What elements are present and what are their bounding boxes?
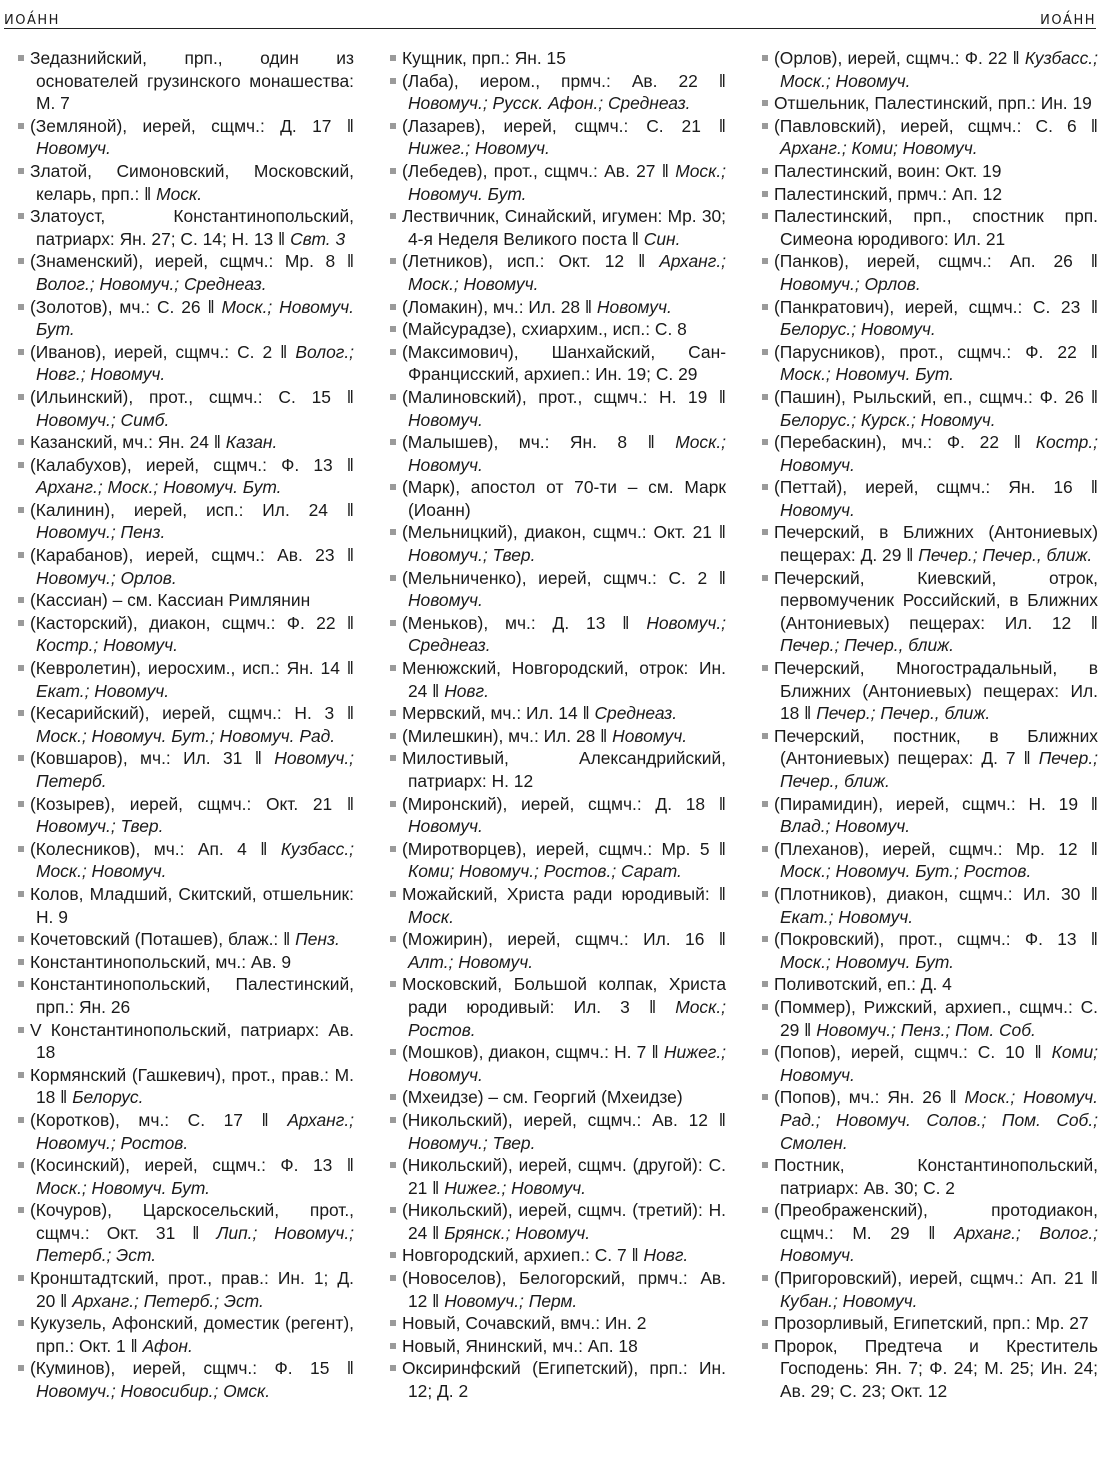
entry-text: Постник, Константинопольский, патриарх: Ав. 30; С. 2 xyxy=(774,1155,1098,1198)
entry-text: (Никольский), иерей, сщмч.: Ав. 12 ‖ xyxy=(402,1109,726,1130)
index-entry xyxy=(748,115,1098,160)
entry-references: Новомуч.; Перм. xyxy=(444,1290,578,1311)
entry-text: (Орлов), иерей, сщмч.: Ф. 22 ‖ xyxy=(774,48,1020,68)
entry-references: Екат.; Новомуч. xyxy=(36,680,170,701)
index-entry xyxy=(4,928,354,951)
index-entry xyxy=(4,1109,354,1154)
entry-references: Коми; Новомуч. xyxy=(780,1042,1098,1085)
entry-text: Колов, Младший, Скитский, отшельник: Н. 9 xyxy=(30,883,354,927)
entry-references: Белорус.; Новомуч. xyxy=(780,319,936,340)
index-entry xyxy=(748,1154,1098,1199)
index-entry xyxy=(376,318,726,341)
index-entry xyxy=(376,973,726,1041)
index-entry xyxy=(748,47,1098,92)
index-entry xyxy=(748,996,1098,1041)
entry-text: (Козырев), иерей, сщмч.: Окт. 21 ‖ xyxy=(30,793,354,814)
entry-references: Печер.; Печер., ближ. xyxy=(780,748,1098,791)
index-entry xyxy=(376,1041,726,1086)
index-entry xyxy=(748,476,1098,521)
entry-references: Афон. xyxy=(142,1335,193,1356)
entry-references: Влад.; Новомуч. xyxy=(780,816,911,837)
index-entry xyxy=(4,454,354,499)
index-entry xyxy=(748,521,1098,566)
index-entry xyxy=(748,725,1098,793)
entry-text: Кочетовский (Поташев), блаж.: ‖ xyxy=(30,929,291,950)
entry-text: Новгородский, архиеп.: С. 7 ‖ xyxy=(402,1245,639,1266)
entry-references: Печер.; Печер., ближ. xyxy=(918,545,1093,566)
entry-text: (Миротворцев), иерей, сщмч.: Мр. 5 ‖ xyxy=(402,838,726,859)
index-entry xyxy=(376,341,726,386)
entry-references: Алт.; Новомуч. xyxy=(408,951,534,972)
entry-text: (Марк), апостол от 70-ти – см. Марк (Иоанн) xyxy=(402,477,726,520)
entry-text: V Константинопольский, патриарх: Ав. 18 xyxy=(30,1019,354,1063)
index-entry xyxy=(376,386,726,431)
entry-references: Моск.; Новомуч. Бут. xyxy=(780,951,954,972)
entry-text: Константинопольский, Палестинский, прп.: Ян. 26 xyxy=(30,974,354,1017)
entry-text: (Мхеидзе) – см. Георгий (Мхеидзе) xyxy=(402,1087,683,1108)
entry-references: Костр.; Новомуч. xyxy=(780,432,1098,475)
index-entry xyxy=(376,205,726,250)
entry-text: Златоуст, Константинопольский, патриарх: Ян. 27; С. 14; Н. 13 ‖ xyxy=(30,206,354,249)
index-entry xyxy=(748,1086,1098,1154)
index-entry xyxy=(4,793,354,838)
index-entry xyxy=(376,883,726,928)
index-entry xyxy=(376,725,726,748)
index-entry xyxy=(376,476,726,521)
index-entry xyxy=(4,499,354,544)
entry-references: Моск.; Ростов. xyxy=(408,996,726,1040)
index-entry xyxy=(4,47,354,115)
entry-text: (Кевролетин), иеросхим., исп.: Ян. 14 ‖ xyxy=(30,658,354,679)
entry-references: Новомуч.; Орлов. xyxy=(780,273,921,294)
index-entry xyxy=(748,973,1098,996)
entry-references: Новомуч.; Пенз. xyxy=(36,522,166,543)
column-3 xyxy=(748,47,1098,1478)
index-entry xyxy=(4,973,354,1018)
index-entry xyxy=(376,747,726,792)
index-entry xyxy=(748,1267,1098,1312)
index-entry xyxy=(376,1335,726,1358)
entry-references: Моск.; Новомуч. Бут. xyxy=(36,1177,210,1198)
entry-references: Среднеаз. xyxy=(594,703,678,724)
index-entry xyxy=(748,386,1098,431)
entry-references: Нижег.; Новомуч. xyxy=(444,1177,586,1198)
entry-text: (Панков), иерей, сщмч.: Ап. 26 ‖ xyxy=(774,251,1098,272)
entry-text: Златой, Симоновский, Московский, келарь, прп.: ‖ xyxy=(30,160,354,204)
index-entry xyxy=(748,431,1098,476)
entry-text: (Перебаскин), мч.: Ф. 22 ‖ xyxy=(774,432,1021,453)
header-left-title: ИОА́НН xyxy=(4,13,60,28)
entry-text: (Знаменский), иерей, сщмч.: Мр. 8 ‖ xyxy=(30,251,354,272)
entry-text: Палестинский, прп., спостник прп. Симеона юродивого: Ил. 21 xyxy=(774,206,1098,249)
entry-text: (Лазарев), иерей, сщмч.: С. 21 ‖ xyxy=(402,115,726,136)
entry-text: (Пригоровский), иерей, сщмч.: Ап. 21 ‖ xyxy=(774,1268,1098,1289)
entry-references: Моск.; Новомуч. Бут. xyxy=(36,296,354,340)
index-entry xyxy=(748,793,1098,838)
index-entry xyxy=(376,1357,726,1402)
entry-references: Моск.; Новомуч. Бут.; Новомуч. Рад. xyxy=(36,725,336,746)
entry-text: Можайский, Христа ради юродивый: ‖ xyxy=(402,883,726,904)
index-entry xyxy=(748,183,1098,206)
entry-references: Костр.; Новомуч. xyxy=(36,635,178,656)
index-entry xyxy=(376,115,726,160)
entry-text: (Касторский), диакон, сщмч.: Ф. 22 ‖ xyxy=(30,612,354,633)
entry-references: Белорус. xyxy=(72,1087,144,1108)
entry-references: Лип.; Новомуч.; Петерб.; Эст. xyxy=(36,1222,354,1266)
index-entry xyxy=(4,1357,354,1402)
index-entry xyxy=(748,928,1098,973)
index-entry xyxy=(376,793,726,838)
entry-text: (Кассиан) – см. Кассиан Римлянин xyxy=(30,590,311,611)
entry-references: Моск.; Новомуч. Бут. xyxy=(408,160,726,204)
entry-text: (Косинский), иерей, сщмч.: Ф. 13 ‖ xyxy=(30,1155,354,1176)
entry-text: Палестинский, прмч.: Ап. 12 xyxy=(774,183,1002,204)
entry-references: Син. xyxy=(643,228,681,249)
entry-text: Кукузель, Афонский, доместик (регент), прп.: Окт. 1 ‖ xyxy=(30,1313,354,1356)
entry-references: Новомуч. xyxy=(408,816,483,837)
entry-text: (Покровский), прот., сщмч.: Ф. 13 ‖ xyxy=(774,929,1098,950)
entry-references: Новомуч.; Русск. Афон.; Среднеаз. xyxy=(408,93,691,114)
entry-references: Нижег.; Новомуч. xyxy=(408,1042,726,1085)
entry-references: Печер.; Печер., ближ. xyxy=(780,635,954,656)
index-entry xyxy=(4,341,354,386)
index-entry xyxy=(4,1064,354,1109)
index-entry xyxy=(748,160,1098,183)
entry-text: (Калабухов), иерей, сщмч.: Ф. 13 ‖ xyxy=(30,454,354,475)
index-entry xyxy=(4,657,354,702)
index-entry xyxy=(376,1199,726,1244)
entry-text: (Поммер), Рижский, архиеп., сщмч.: С. 29 ‖ xyxy=(774,996,1098,1040)
index-entry xyxy=(748,1312,1098,1335)
index-entry xyxy=(4,160,354,205)
entry-text: (Плотников), диакон, сщмч.: Ил. 30 ‖ xyxy=(774,883,1098,904)
entry-references: Нижег.; Новомуч. xyxy=(408,138,550,159)
index-entry xyxy=(376,160,726,205)
index-entry xyxy=(4,296,354,341)
index-entry xyxy=(376,70,726,115)
entry-references: Моск.; Новомуч. xyxy=(408,432,726,475)
entry-references: Новомуч. xyxy=(36,138,111,159)
entry-text: Кормянский (Гашкевич), прот., прав.: М. 18 ‖ xyxy=(30,1064,354,1108)
entry-references: Арханг.; Новомуч.; Ростов. xyxy=(36,1109,354,1153)
entry-text: (Малышев), мч.: Ян. 8 ‖ xyxy=(402,432,655,453)
entry-text: Печерский, Киевский, отрок, первомученик Российский, в Ближних (Антониевых) пещерах: Ил. 12 ‖ xyxy=(774,567,1098,633)
index-entry xyxy=(376,1154,726,1199)
entry-references: Новомуч.; Твер. xyxy=(408,1132,536,1153)
entry-text: (Иванов), иерей, сщмч.: С. 2 ‖ xyxy=(30,341,288,362)
entry-text: (Куминов), иерей, сщмч.: Ф. 15 ‖ xyxy=(30,1358,354,1379)
entry-text: Пророк, Предтеча и Креститель Господень: Ян. 7; Ф. 24; М. 25; Ин. 24; Ав. 29; С. 23; Окт. 12 xyxy=(774,1335,1098,1402)
entry-references: Новомуч.; Пенз.; Пом. Соб. xyxy=(816,1019,1036,1040)
index-entry xyxy=(4,1154,354,1199)
index-entry xyxy=(748,567,1098,657)
entry-references: Новомуч.; Твер. xyxy=(408,545,536,566)
entry-text: (Петтай), иерей, сщмч.: Ян. 16 ‖ xyxy=(774,477,1098,498)
entry-references: Пенз. xyxy=(295,929,340,950)
entry-references: Волог.; Новг.; Новомуч. xyxy=(36,341,354,385)
index-entry xyxy=(4,544,354,589)
entry-references: Арханг.; Моск.; Новомуч. Бут. xyxy=(36,477,282,498)
entry-text: (Милешкин), мч.: Ил. 28 ‖ xyxy=(402,725,608,746)
index-entry xyxy=(4,612,354,657)
index-entry xyxy=(4,589,354,612)
index-entry xyxy=(376,1086,726,1109)
entry-text: Милостивый, Александрийский, патриарх: Н. 12 xyxy=(402,748,726,791)
entry-references: Моск.; Новомуч. Рад.; Новомуч. Солов.; Пом. Соб.; Смолен. xyxy=(780,1087,1098,1153)
index-entry xyxy=(376,47,726,70)
entry-text: (Парусников), прот., сщмч.: Ф. 22 ‖ xyxy=(774,341,1098,362)
entry-references: Волог.; Новомуч.; Среднеаз. xyxy=(36,273,267,294)
index-entry xyxy=(748,1199,1098,1267)
index-entry xyxy=(376,1109,726,1154)
index-entry xyxy=(4,1199,354,1267)
index-entry xyxy=(376,612,726,657)
index-entry xyxy=(4,702,354,747)
column-1 xyxy=(4,47,354,1478)
index-entry xyxy=(376,838,726,883)
index-entry xyxy=(376,928,726,973)
index-entry xyxy=(4,951,354,974)
entry-text: (Попов), иерей, сщмч.: С. 10 ‖ xyxy=(774,1042,1042,1063)
entry-text: Новый, Сочавский, вмч.: Ин. 2 xyxy=(402,1313,647,1334)
entry-text: (Карабанов), иерей, сщмч.: Ав. 23 ‖ xyxy=(30,545,354,566)
entry-references: Новг. xyxy=(444,680,489,701)
entry-references: Кубан.; Новомуч. xyxy=(780,1290,918,1311)
entry-references: Моск.; Новомуч. Бут. xyxy=(780,364,954,385)
index-entry xyxy=(748,883,1098,928)
entry-text: (Новоселов), Белогорский, прмч.: Ав. 12 ‖ xyxy=(402,1268,726,1311)
index-entry xyxy=(748,838,1098,883)
entry-text: Поливотский, еп.: Д. 4 xyxy=(774,974,952,995)
index-entry xyxy=(4,431,354,454)
entry-text: (Колесников), мч.: Ап. 4 ‖ xyxy=(30,838,268,859)
entry-text: (Лаба), иером., прмч.: Ав. 22 ‖ xyxy=(402,70,726,91)
entry-references: Новомуч.; Орлов. xyxy=(36,567,177,588)
entry-text: Зедазнийский, прп., один из основателей грузинского монашества: М. 7 xyxy=(30,48,354,114)
entry-text: (Никольский), иерей, сщмч. (другой): С. 21 ‖ xyxy=(402,1155,726,1198)
entry-references: Моск.; Новомуч. Бут.; Ростов. xyxy=(780,861,1032,882)
entry-text: (Малиновский), прот., сщмч.: Н. 19 ‖ xyxy=(402,386,726,407)
entry-references: Белорус.; Курск.; Новомуч. xyxy=(780,409,996,430)
column-2 xyxy=(376,47,726,1478)
index-entry xyxy=(4,883,354,928)
index-entry xyxy=(748,205,1098,250)
entry-text: (Плеханов), иерей, сщмч.: Мр. 12 ‖ xyxy=(774,838,1098,859)
entry-references: Коми; Новомуч.; Ростов.; Сарат. xyxy=(408,861,682,882)
entry-text: (Мельниченко), иерей, сщмч.: С. 2 ‖ xyxy=(402,567,726,588)
entry-text: (Кочуров), Царскосельский, прот., сщмч.: Окт. 31 ‖ xyxy=(30,1200,354,1243)
entry-text: (Ломакин), мч.: Ил. 28 ‖ xyxy=(402,296,593,317)
entry-text: Новый, Янинский, мч.: Ап. 18 xyxy=(402,1335,638,1356)
entry-text: (Калинин), иерей, исп.: Ил. 24 ‖ xyxy=(30,499,354,520)
index-entry xyxy=(748,250,1098,295)
entry-references: Новомуч. xyxy=(780,499,855,520)
entry-references: Новомуч.; Петерб. xyxy=(36,748,354,791)
entry-text: (Кесарийский), иерей, сщмч.: Н. 3 ‖ xyxy=(30,703,354,724)
index-entry xyxy=(4,115,354,160)
entry-references: Новомуч.; Твер. xyxy=(36,816,164,837)
entry-references: Казан. xyxy=(225,432,278,453)
entry-text: (Миронский), иерей, сщмч.: Д. 18 ‖ xyxy=(402,793,726,814)
entry-text: Менюжский, Новгородский, отрок: Ин. 24 ‖ xyxy=(402,658,726,701)
index-entry xyxy=(4,386,354,431)
index-entry xyxy=(748,341,1098,386)
entry-text: Лествичник, Синайский, игумен: Мр. 30; 4-я Неделя Великого поста ‖ xyxy=(402,206,726,249)
index-entry xyxy=(4,205,354,250)
entry-text: (Летников), исп.: Окт. 12 ‖ xyxy=(402,251,646,272)
entry-text: Казанский, мч.: Ян. 24 ‖ xyxy=(30,432,221,453)
index-entry xyxy=(4,1312,354,1357)
entry-references: Арханг.; Волог.; Новомуч. xyxy=(780,1222,1098,1266)
entry-text: (Мошков), диакон, сщмч.: Н. 7 ‖ xyxy=(402,1042,659,1063)
entry-text: Московский, Большой колпак, Христа ради юродивый: Ил. 3 ‖ xyxy=(402,974,726,1017)
index-entry xyxy=(376,431,726,476)
entry-text: (Мельницкий), диакон, сщмч.: Окт. 21 ‖ xyxy=(402,522,726,543)
index-entry xyxy=(748,1335,1098,1403)
entry-text: (Меньков), мч.: Д. 13 ‖ xyxy=(402,612,630,633)
entry-references: Кузбасс.; Моск.; Новомуч. xyxy=(780,48,1098,91)
index-entry xyxy=(376,250,726,295)
entry-text: (Золотов), мч.: С. 26 ‖ xyxy=(30,296,215,317)
entry-text: (Пашин), Рыльский, еп., сщмч.: Ф. 26 ‖ xyxy=(774,386,1098,407)
index-entry xyxy=(376,1312,726,1335)
running-header xyxy=(4,4,1096,29)
index-entry xyxy=(376,296,726,319)
entry-references: Екат.; Новомуч. xyxy=(780,906,914,927)
entry-text: Отшельник, Палестинский, прп.: Ин. 19 xyxy=(774,93,1092,114)
entry-text: (Панкратович), иерей, сщмч.: С. 23 ‖ xyxy=(774,296,1098,317)
index-entry xyxy=(376,567,726,612)
entry-text: (Никольский), иерей, сщмч. (третий): Н. 24 ‖ xyxy=(402,1200,726,1243)
entry-references: Новомуч. xyxy=(408,590,483,611)
entry-text: Прозорливый, Египетский, прп.: Мр. 27 xyxy=(774,1313,1089,1334)
entry-references: Кузбасс.; Моск.; Новомуч. xyxy=(36,838,354,882)
entry-text: (Ильинский), прот., сщмч.: С. 15 ‖ xyxy=(30,386,354,407)
entry-text: Печерский, Многострадальный, в Ближних (Антониевых) пещерах: Ил. 18 ‖ xyxy=(774,658,1098,724)
entry-text: (Можирин), иерей, сщмч.: Ил. 16 ‖ xyxy=(402,929,726,950)
index-entry xyxy=(376,1244,726,1267)
entry-text: (Преображенский), протодиакон, сщмч.: М. 29 ‖ xyxy=(774,1200,1098,1243)
entry-text: Печерский, постник, в Ближних (Антониевых) пещерах: Д. 7 ‖ xyxy=(774,725,1098,769)
entry-text: Оксиринфский (Египетский), прп.: Ин. 12; Д. 2 xyxy=(402,1358,726,1402)
entry-references: Моск. xyxy=(408,906,454,927)
index-entry xyxy=(376,521,726,566)
index-entry xyxy=(4,1267,354,1312)
index-columns xyxy=(4,47,1098,1478)
entry-text: (Павловский), иерей, сщмч.: С. 6 ‖ xyxy=(774,115,1098,136)
entry-text: (Коротков), мч.: С. 17 ‖ xyxy=(30,1109,269,1130)
entry-text: Мервский, мч.: Ил. 14 ‖ xyxy=(402,703,590,724)
entry-references: Новомуч.; Новосибир.; Омск. xyxy=(36,1381,271,1402)
entry-text: Кронштадтский, прот., прав.: Ин. 1; Д. 20 ‖ xyxy=(30,1268,354,1311)
entry-text: (Земляной), иерей, сщмч.: Д. 17 ‖ xyxy=(30,115,354,136)
entry-text: Печерский, в Ближних (Антониевых) пещерах: Д. 29 ‖ xyxy=(774,522,1098,566)
index-entry xyxy=(748,657,1098,725)
entry-text: Константинопольский, мч.: Ав. 9 xyxy=(30,951,292,972)
entry-text: Палестинский, воин: Окт. 19 xyxy=(774,160,1002,181)
entry-references: Новг. xyxy=(643,1245,689,1266)
index-entry xyxy=(748,1041,1098,1086)
entry-references: Арханг.; Моск.; Новомуч. xyxy=(408,251,726,294)
entry-text: (Пирамидин), иерей, сщмч.: Н. 19 ‖ xyxy=(774,793,1098,814)
entry-text: (Майсурадзе), схиархим., исп.: С. 8 xyxy=(402,319,687,340)
index-entry xyxy=(376,702,726,725)
entry-references: Моск. xyxy=(156,183,203,204)
index-entry xyxy=(4,838,354,883)
index-entry xyxy=(4,250,354,295)
entry-text: (Максимович), Шанхайский, Сан-Францисский, архиеп.: Ин. 19; С. 29 xyxy=(402,341,726,385)
entry-text: (Лебедев), прот., сщмч.: Ав. 27 ‖ xyxy=(402,160,669,181)
index-entry xyxy=(748,92,1098,115)
index-entry xyxy=(4,1019,354,1064)
entry-references: Новомуч.; Среднеаз. xyxy=(408,612,726,656)
entry-text: Кущник, прп.: Ян. 15 xyxy=(402,48,566,68)
entry-references: Свт. 3 xyxy=(290,228,346,249)
entry-references: Арханг.; Петерб.; Эст. xyxy=(72,1290,264,1311)
index-entry xyxy=(376,657,726,702)
entry-references: Печер.; Печер., ближ. xyxy=(816,703,991,724)
entry-references: Новомуч. xyxy=(408,409,483,430)
index-entry xyxy=(376,1267,726,1312)
entry-text: (Попов), мч.: Ян. 26 ‖ xyxy=(774,1087,957,1108)
entry-references: Брянск.; Новомуч. xyxy=(444,1222,591,1243)
index-entry xyxy=(748,296,1098,341)
entry-references: Арханг.; Коми; Новомуч. xyxy=(780,138,978,159)
entry-references: Новомуч. xyxy=(596,296,672,317)
index-entry xyxy=(4,747,354,792)
entry-references: Новомуч.; Симб. xyxy=(36,409,170,430)
entry-text: (Ковшаров), мч.: Ил. 31 ‖ xyxy=(30,748,262,769)
entry-references: Новомуч. xyxy=(612,725,688,746)
header-right-title: ИОА́НН xyxy=(1040,13,1096,28)
